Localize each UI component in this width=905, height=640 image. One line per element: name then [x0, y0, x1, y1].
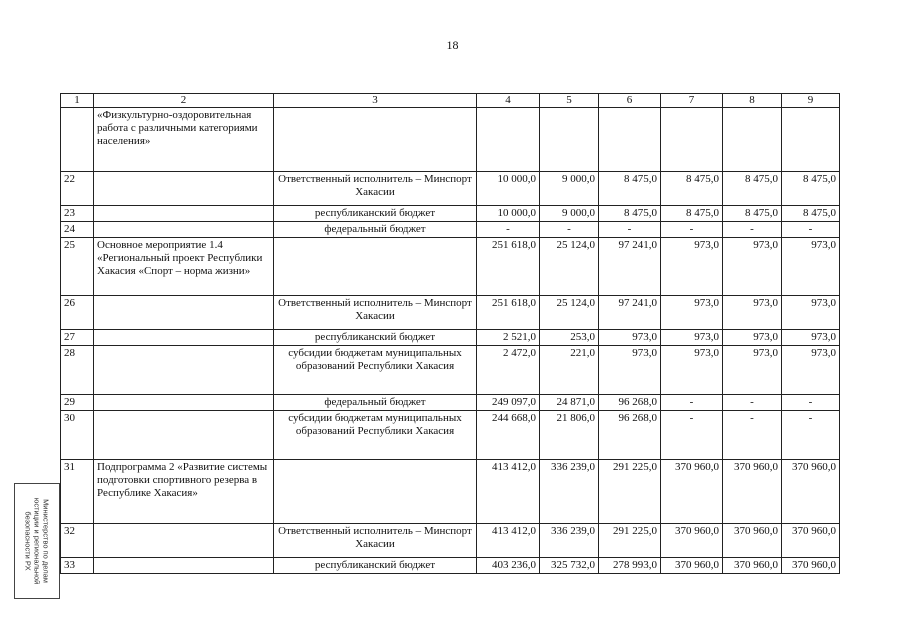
- program-name-cell: Основное мероприятие 1.4 «Региональный проект Республики Хакасия «Спорт – норма жизни»: [94, 238, 274, 296]
- row-number-cell: 23: [61, 206, 94, 222]
- table-row: [61, 330, 840, 346]
- amount-cell: 21 806,0: [540, 411, 599, 460]
- funding-source-cell: Ответственный исполнитель – Минспорт Хакасии: [274, 524, 477, 558]
- amount-cell: -: [599, 222, 661, 238]
- funding-source-cell: [274, 238, 477, 296]
- table-body: [61, 94, 840, 574]
- amount-cell: 291 225,0: [599, 460, 661, 524]
- amount-cell: [661, 108, 723, 172]
- amount-cell: [599, 108, 661, 172]
- amount-cell: 278 993,0: [599, 558, 661, 574]
- table-row: [61, 238, 840, 296]
- amount-cell: 973,0: [782, 330, 840, 346]
- row-number-cell: 27: [61, 330, 94, 346]
- table-row: [61, 558, 840, 574]
- amount-cell: 973,0: [782, 238, 840, 296]
- amount-cell: 370 960,0: [661, 524, 723, 558]
- amount-cell: 9 000,0: [540, 206, 599, 222]
- table-row: [61, 296, 840, 330]
- amount-cell: 336 239,0: [540, 524, 599, 558]
- amount-cell: 9 000,0: [540, 172, 599, 206]
- funding-source-cell: [274, 108, 477, 172]
- amount-cell: 25 124,0: [540, 238, 599, 296]
- header-cell: 6: [599, 94, 661, 108]
- amount-cell: 10 000,0: [477, 206, 540, 222]
- table-row: [61, 222, 840, 238]
- header-cell: 2: [94, 94, 274, 108]
- amount-cell: 973,0: [723, 238, 782, 296]
- amount-cell: 97 241,0: [599, 238, 661, 296]
- stamp-text: Министерство по делам юстиции и региональной безопасности РХ: [23, 497, 51, 585]
- row-number-cell: 25: [61, 238, 94, 296]
- amount-cell: 413 412,0: [477, 460, 540, 524]
- header-cell: 8: [723, 94, 782, 108]
- amount-cell: -: [782, 222, 840, 238]
- amount-cell: 244 668,0: [477, 411, 540, 460]
- row-number-cell: 24: [61, 222, 94, 238]
- row-number-cell: 31: [61, 460, 94, 524]
- amount-cell: 25 124,0: [540, 296, 599, 330]
- row-number-cell: 22: [61, 172, 94, 206]
- row-number-cell: 28: [61, 346, 94, 395]
- amount-cell: 973,0: [661, 330, 723, 346]
- amount-cell: 8 475,0: [661, 206, 723, 222]
- funding-source-cell: республиканский бюджет: [274, 330, 477, 346]
- amount-cell: 24 871,0: [540, 395, 599, 411]
- amount-cell: 370 960,0: [723, 524, 782, 558]
- funding-source-cell: республиканский бюджет: [274, 206, 477, 222]
- amount-cell: 973,0: [661, 346, 723, 395]
- amount-cell: 973,0: [599, 330, 661, 346]
- table-row: [61, 460, 840, 524]
- amount-cell: [723, 108, 782, 172]
- row-number-cell: 26: [61, 296, 94, 330]
- table-row: [61, 524, 840, 558]
- program-name-cell: [94, 411, 274, 460]
- amount-cell: 973,0: [599, 346, 661, 395]
- amount-cell: 249 097,0: [477, 395, 540, 411]
- row-number-cell: 30: [61, 411, 94, 460]
- amount-cell: 325 732,0: [540, 558, 599, 574]
- funding-source-cell: республиканский бюджет: [274, 558, 477, 574]
- amount-cell: 2 472,0: [477, 346, 540, 395]
- header-cell: 9: [782, 94, 840, 108]
- amount-cell: 973,0: [661, 296, 723, 330]
- header-row: [61, 94, 840, 108]
- amount-cell: 370 960,0: [723, 558, 782, 574]
- amount-cell: 251 618,0: [477, 238, 540, 296]
- page-number: 18: [446, 38, 459, 52]
- amount-cell: 973,0: [661, 238, 723, 296]
- header-cell: 1: [61, 94, 94, 108]
- program-name-cell: [94, 206, 274, 222]
- program-name-cell: [94, 558, 274, 574]
- program-name-cell: [94, 330, 274, 346]
- header-cell: 3: [274, 94, 477, 108]
- amount-cell: 253,0: [540, 330, 599, 346]
- amount-cell: 2 521,0: [477, 330, 540, 346]
- amount-cell: 8 475,0: [782, 206, 840, 222]
- header-cell: 5: [540, 94, 599, 108]
- amount-cell: -: [477, 222, 540, 238]
- amount-cell: 8 475,0: [599, 206, 661, 222]
- amount-cell: 8 475,0: [723, 206, 782, 222]
- header-cell: 4: [477, 94, 540, 108]
- amount-cell: 973,0: [782, 296, 840, 330]
- program-name-cell: [94, 296, 274, 330]
- amount-cell: -: [661, 222, 723, 238]
- amount-cell: -: [723, 395, 782, 411]
- program-name-cell: [94, 172, 274, 206]
- table-row: [61, 206, 840, 222]
- program-name-cell: Подпрограмма 2 «Развитие системы подготовки спортивного резерва в Республике Хакасия»: [94, 460, 274, 524]
- program-name-cell: [94, 222, 274, 238]
- amount-cell: -: [723, 411, 782, 460]
- amount-cell: 973,0: [723, 346, 782, 395]
- funding-source-cell: Ответственный исполнитель – Минспорт Хакасии: [274, 172, 477, 206]
- amount-cell: 370 960,0: [723, 460, 782, 524]
- table-row: [61, 346, 840, 395]
- funding-source-cell: федеральный бюджет: [274, 395, 477, 411]
- amount-cell: 336 239,0: [540, 460, 599, 524]
- program-name-cell: [94, 346, 274, 395]
- amount-cell: 370 960,0: [661, 558, 723, 574]
- funding-source-cell: [274, 460, 477, 524]
- amount-cell: -: [782, 411, 840, 460]
- row-number-cell: 32: [61, 524, 94, 558]
- amount-cell: 8 475,0: [723, 172, 782, 206]
- amount-cell: 973,0: [723, 296, 782, 330]
- table-row: [61, 411, 840, 460]
- header-cell: 7: [661, 94, 723, 108]
- amount-cell: 370 960,0: [782, 524, 840, 558]
- row-number-cell: [61, 108, 94, 172]
- table-row: [61, 395, 840, 411]
- amount-cell: 97 241,0: [599, 296, 661, 330]
- amount-cell: 403 236,0: [477, 558, 540, 574]
- program-name-cell: [94, 524, 274, 558]
- amount-cell: -: [661, 395, 723, 411]
- funding-source-cell: субсидии бюджетам муниципальных образований Республики Хакасия: [274, 411, 477, 460]
- amount-cell: 8 475,0: [661, 172, 723, 206]
- funding-source-cell: федеральный бюджет: [274, 222, 477, 238]
- amount-cell: -: [540, 222, 599, 238]
- amount-cell: 96 268,0: [599, 411, 661, 460]
- amount-cell: 251 618,0: [477, 296, 540, 330]
- amount-cell: [782, 108, 840, 172]
- funding-source-cell: субсидии бюджетам муниципальных образований Республики Хакасия: [274, 346, 477, 395]
- amount-cell: 973,0: [782, 346, 840, 395]
- amount-cell: 10 000,0: [477, 172, 540, 206]
- row-number-cell: 29: [61, 395, 94, 411]
- funding-source-cell: Ответственный исполнитель – Минспорт Хакасии: [274, 296, 477, 330]
- budget-table: [60, 93, 840, 574]
- amount-cell: 370 960,0: [782, 460, 840, 524]
- registration-stamp: [14, 483, 60, 599]
- table-row: [61, 108, 840, 172]
- row-number-cell: 33: [61, 558, 94, 574]
- program-name-cell: «Физкультурно-оздоровительная работа с различными категориями населения»: [94, 108, 274, 172]
- amount-cell: 8 475,0: [599, 172, 661, 206]
- amount-cell: -: [782, 395, 840, 411]
- amount-cell: 973,0: [723, 330, 782, 346]
- amount-cell: 370 960,0: [661, 460, 723, 524]
- amount-cell: 291 225,0: [599, 524, 661, 558]
- amount-cell: 221,0: [540, 346, 599, 395]
- amount-cell: -: [661, 411, 723, 460]
- amount-cell: 413 412,0: [477, 524, 540, 558]
- amount-cell: 8 475,0: [782, 172, 840, 206]
- program-name-cell: [94, 395, 274, 411]
- amount-cell: 96 268,0: [599, 395, 661, 411]
- amount-cell: [540, 108, 599, 172]
- amount-cell: -: [723, 222, 782, 238]
- amount-cell: 370 960,0: [782, 558, 840, 574]
- table-row: [61, 172, 840, 206]
- amount-cell: [477, 108, 540, 172]
